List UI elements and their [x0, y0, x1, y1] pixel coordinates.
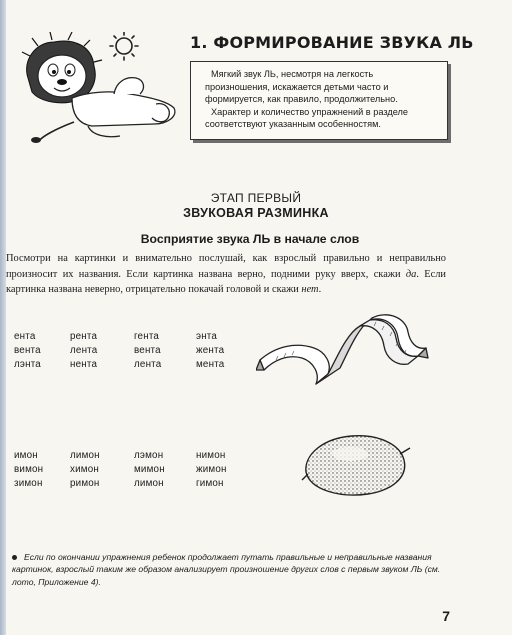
- word: лента: [134, 359, 162, 370]
- word: жента: [196, 345, 225, 356]
- subsection-title: Восприятие звука ЛЬ в начале слов: [140, 232, 360, 246]
- ribbon-picture: [256, 312, 432, 388]
- instruction-part-1: Посмотри на картинки и внимательно послушай, как взрослый правильно и неправильно произносит их названия. Если картинка названа верно, подними руку вверх, скажи: [6, 253, 446, 280]
- word: зимон: [14, 478, 43, 489]
- note-box: [190, 61, 448, 140]
- note-paragraph-2: Характер и количество упражнений в разделе соответствуют указанным особенностям.: [205, 106, 409, 130]
- word: гента: [134, 331, 160, 342]
- word: лэнта: [14, 359, 41, 370]
- word: энта: [196, 331, 218, 342]
- instruction-part-2: . Если картинка названа неверно, отрицательно покачай головой и скажи: [6, 268, 446, 295]
- word: вента: [14, 345, 41, 356]
- footnote-text: Если по окончании упражнения ребенок продолжает путать правильные и неправильные названия картинок, взрослый таким же образом анализирует произношение других слов с первым звуком ЛЬ (см. лото, Приложение 4).: [12, 552, 441, 587]
- word: ента: [14, 331, 36, 342]
- word: мимон: [134, 464, 165, 475]
- page-gutter: [0, 0, 6, 635]
- page-number: 7: [442, 608, 450, 624]
- word: химон: [70, 464, 99, 475]
- word-grid-ribbon: [14, 331, 258, 373]
- stage-label: ЭТАП ПЕРВЫЙ: [210, 191, 302, 205]
- word: лимон: [70, 450, 100, 461]
- instruction-text: [6, 251, 446, 298]
- note-paragraph-1: Мягкий звук ЛЬ, несмотря на легкость произношения, искажается детьми часто и формируется, как правило, продолжительно.: [205, 69, 398, 105]
- word: имон: [14, 450, 38, 461]
- word: лента: [70, 345, 98, 356]
- word: жимон: [196, 464, 227, 475]
- instruction-part-3: .: [318, 284, 322, 295]
- word: вимон: [14, 464, 44, 475]
- word: нимон: [196, 450, 226, 461]
- stage-title: ЗВУКОВАЯ РАЗМИНКА: [183, 206, 329, 220]
- lion-illustration: [18, 32, 186, 144]
- word: нента: [70, 359, 98, 370]
- word: мента: [196, 359, 225, 370]
- word: лэмон: [134, 450, 164, 461]
- chapter-title: 1. ФОРМИРОВАНИЕ ЗВУКА ЛЬ: [190, 33, 474, 52]
- lemon-picture: [300, 432, 412, 498]
- word: гимон: [196, 478, 224, 489]
- word: римон: [70, 478, 100, 489]
- instruction-yes-word: да: [405, 268, 417, 280]
- word-grid-lemon: [14, 450, 258, 492]
- word: вента: [134, 345, 161, 356]
- word: рента: [70, 331, 98, 342]
- word: лимон: [134, 478, 164, 489]
- instruction-no-word: нет: [301, 284, 319, 295]
